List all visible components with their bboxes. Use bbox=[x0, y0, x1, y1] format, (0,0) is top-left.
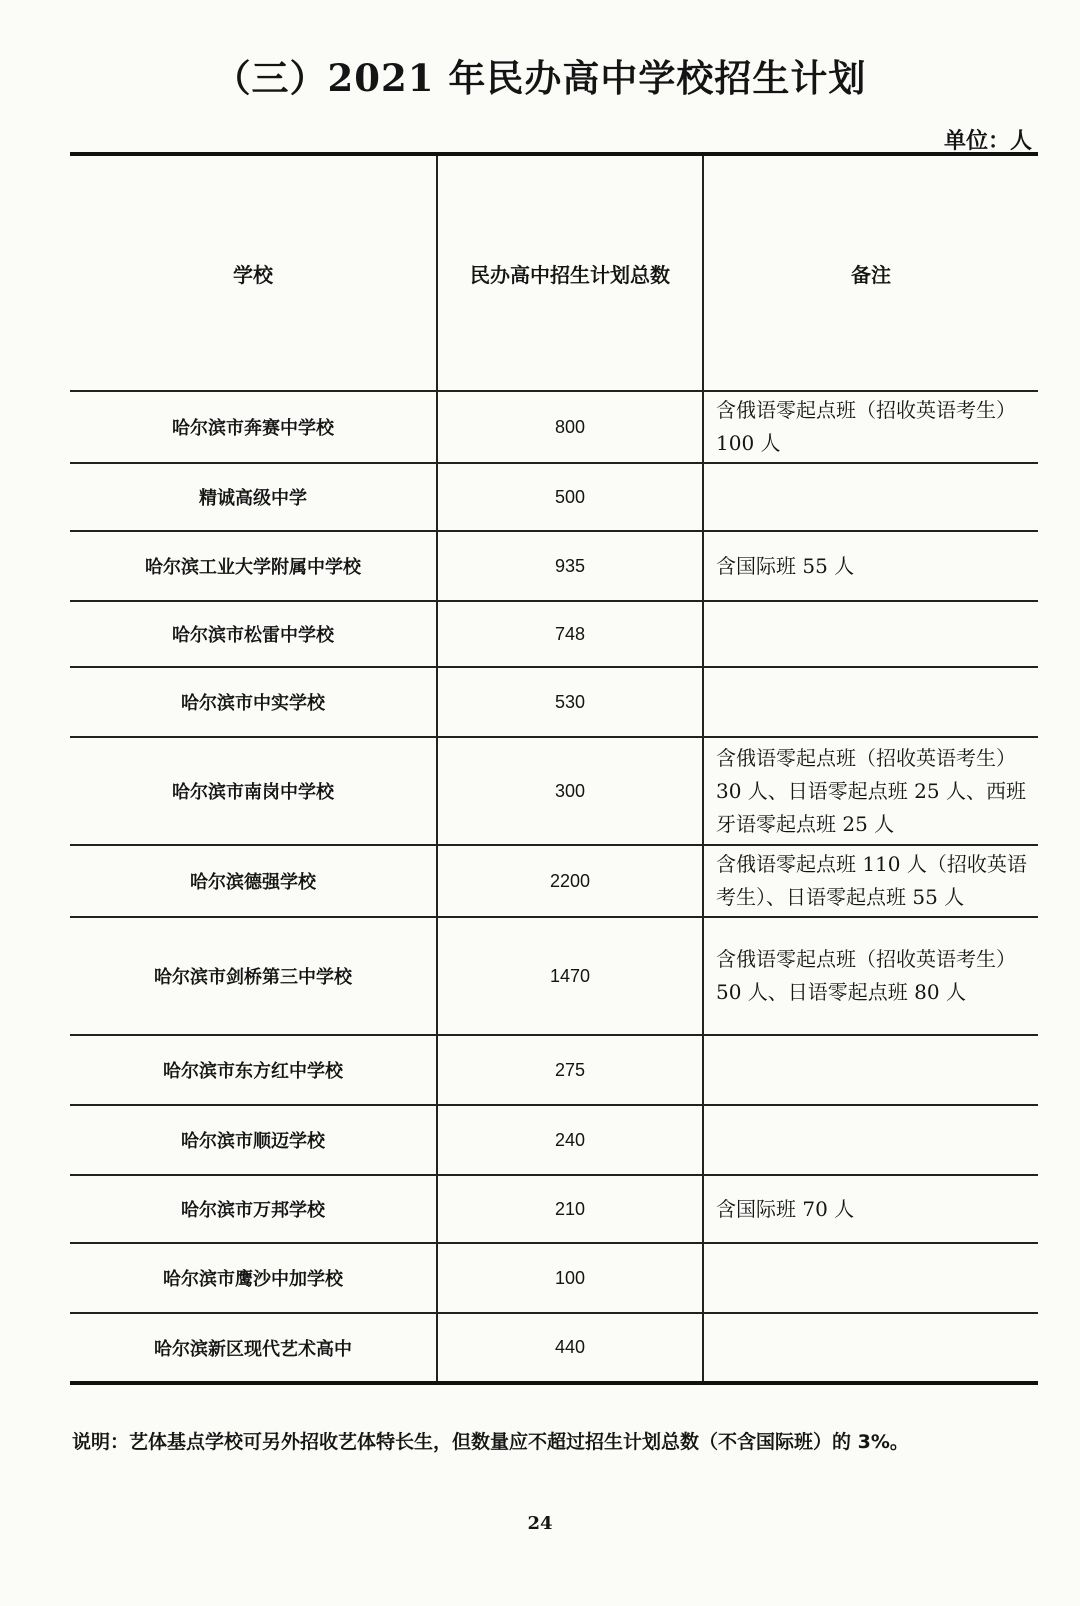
table-row bbox=[70, 391, 1038, 463]
header-school: 学校 bbox=[70, 154, 437, 391]
total-cell: 275 bbox=[437, 1035, 703, 1105]
remark-cell bbox=[703, 1243, 1038, 1313]
table-header-row bbox=[70, 154, 1038, 391]
table-row bbox=[70, 531, 1038, 601]
remark-cell bbox=[703, 1105, 1038, 1175]
school-cell: 哈尔滨德强学校 bbox=[70, 845, 437, 917]
remark-cell: 含俄语零起点班（招收英语考生）100 人 bbox=[703, 391, 1038, 463]
enrollment-table-container bbox=[70, 152, 1038, 1385]
school-cell: 哈尔滨市中实学校 bbox=[70, 667, 437, 737]
table-row bbox=[70, 1105, 1038, 1175]
school-cell: 哈尔滨市松雷中学校 bbox=[70, 601, 437, 667]
total-cell: 440 bbox=[437, 1313, 703, 1383]
enrollment-table bbox=[70, 152, 1038, 1385]
remark-cell: 含俄语零起点班 110 人（招收英语考生）、日语零起点班 55 人 bbox=[703, 845, 1038, 917]
school-cell: 哈尔滨市鹰沙中加学校 bbox=[70, 1243, 437, 1313]
page-title: （三）2021 年民办高中学校招生计划 bbox=[213, 56, 867, 100]
total-cell: 210 bbox=[437, 1175, 703, 1243]
table-row bbox=[70, 1313, 1038, 1383]
unit-label: 单位：人 bbox=[943, 128, 1032, 154]
total-cell: 300 bbox=[437, 737, 703, 845]
school-cell: 哈尔滨新区现代艺术高中 bbox=[70, 1313, 437, 1383]
remark-cell: 含国际班 70 人 bbox=[703, 1175, 1038, 1243]
school-cell: 哈尔滨市顺迈学校 bbox=[70, 1105, 437, 1175]
table-row bbox=[70, 1175, 1038, 1243]
total-cell: 530 bbox=[437, 667, 703, 737]
table-row bbox=[70, 601, 1038, 667]
header-remark: 备注 bbox=[703, 154, 1038, 391]
school-cell: 哈尔滨市南岗中学校 bbox=[70, 737, 437, 845]
table-row bbox=[70, 463, 1038, 531]
school-cell: 哈尔滨市东方红中学校 bbox=[70, 1035, 437, 1105]
remark-cell: 含俄语零起点班（招收英语考生）50 人、日语零起点班 80 人 bbox=[703, 917, 1038, 1035]
school-cell: 哈尔滨市奔赛中学校 bbox=[70, 391, 437, 463]
remark-cell bbox=[703, 667, 1038, 737]
total-cell: 2200 bbox=[437, 845, 703, 917]
table-row bbox=[70, 845, 1038, 917]
remark-cell: 含国际班 55 人 bbox=[703, 531, 1038, 601]
total-cell: 100 bbox=[437, 1243, 703, 1313]
table-row bbox=[70, 1035, 1038, 1105]
school-cell: 哈尔滨工业大学附属中学校 bbox=[70, 531, 437, 601]
total-cell: 935 bbox=[437, 531, 703, 601]
total-cell: 1470 bbox=[437, 917, 703, 1035]
table-row bbox=[70, 667, 1038, 737]
table-row bbox=[70, 737, 1038, 845]
remark-cell: 含俄语零起点班（招收英语考生）30 人、日语零起点班 25 人、西班牙语零起点班 25 人 bbox=[703, 737, 1038, 845]
remark-cell bbox=[703, 1035, 1038, 1105]
table-row bbox=[70, 1243, 1038, 1313]
page-number: 24 bbox=[527, 1513, 553, 1534]
total-cell: 240 bbox=[437, 1105, 703, 1175]
remark-cell bbox=[703, 1313, 1038, 1383]
total-cell: 800 bbox=[437, 391, 703, 463]
remark-cell bbox=[703, 463, 1038, 531]
total-cell: 500 bbox=[437, 463, 703, 531]
header-total: 民办高中招生计划总数 bbox=[437, 154, 703, 391]
school-cell: 精诚高级中学 bbox=[70, 463, 437, 531]
table-row bbox=[70, 917, 1038, 1035]
footnote: 说明：艺体基点学校可另外招收艺体特长生，但数量应不超过招生计划总数（不含国际班）的 3%。 bbox=[72, 1431, 909, 1453]
school-cell: 哈尔滨市万邦学校 bbox=[70, 1175, 437, 1243]
total-cell: 748 bbox=[437, 601, 703, 667]
school-cell: 哈尔滨市剑桥第三中学校 bbox=[70, 917, 437, 1035]
remark-cell bbox=[703, 601, 1038, 667]
